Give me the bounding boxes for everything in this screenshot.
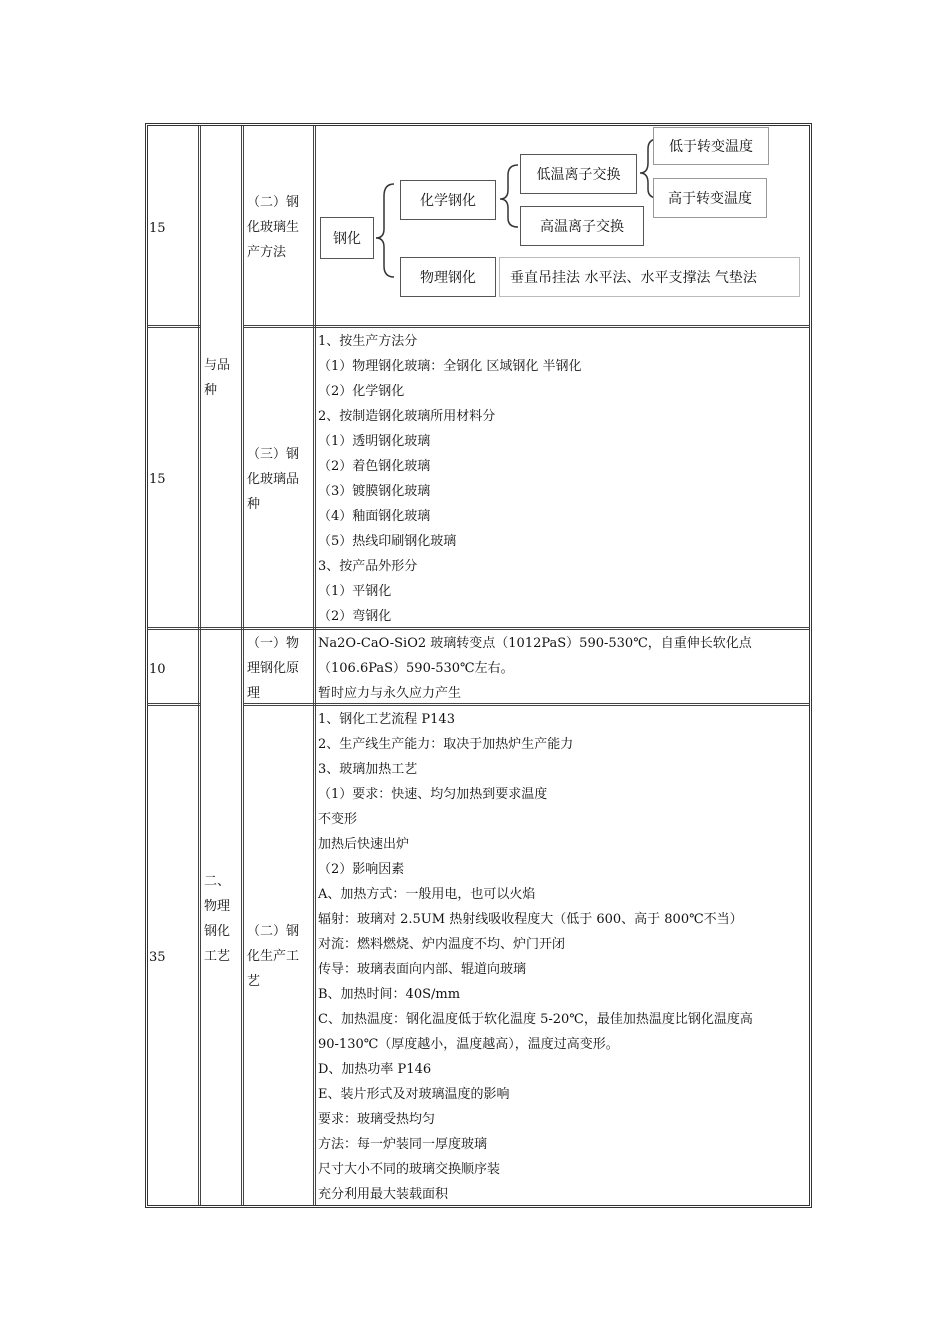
content-line: 辐射：玻璃对 2.5UM 热射线吸收程度大（低于 600、高于 800℃不当） xyxy=(318,912,743,927)
row-divider xyxy=(147,703,201,706)
content-line: （1）平钢化 xyxy=(318,584,392,599)
content-line: 充分利用最大装载面积 xyxy=(318,1187,449,1202)
content-line: D、加热功率 P146 xyxy=(318,1062,432,1077)
section-label: 与品 种 xyxy=(204,358,231,398)
content-line: A、加热方式：一般用电，也可以火焰 xyxy=(318,887,536,902)
content-line: 3、按产品外形分 xyxy=(318,559,418,574)
score-cell: 10 xyxy=(149,662,166,677)
diagram-node-chemical: 化学钢化 xyxy=(400,180,496,220)
content-line: B、加热时间：40S/mm xyxy=(318,987,461,1002)
content-line: （2）影响因素 xyxy=(318,862,405,877)
diagram-node-high-temp: 高温离子交换 xyxy=(520,206,644,246)
content-line: 2、生产线生产能力：取决于加热炉生产能力 xyxy=(318,737,574,752)
content-line: 尺寸大小不同的玻璃交换顺序装 xyxy=(318,1162,501,1177)
content-line: 90-130℃（厚度越小，温度越高），温度过高变形。 xyxy=(318,1037,619,1052)
content-line: 1、按生产方法分 xyxy=(318,334,418,349)
content-line: 加热后快速出炉 xyxy=(318,837,410,852)
content-line: 要求：玻璃受热均匀 xyxy=(318,1112,436,1127)
content-line: （2）着色钢化玻璃 xyxy=(318,459,431,474)
diagram-node-physical: 物理钢化 xyxy=(400,257,496,297)
content-line: 方法：每一炉装同一厚度玻璃 xyxy=(318,1137,488,1152)
content-block xyxy=(318,631,752,706)
content-block xyxy=(318,707,753,1207)
subsection-label: （二）钢 化玻璃生 产方法 xyxy=(247,195,300,260)
content-line: 对流：燃料燃烧、炉内温度不均、炉门开闭 xyxy=(318,937,566,952)
diagram-node-physical-methods: 垂直吊挂法 水平法、水平支撑法 气垫法 xyxy=(499,257,800,297)
content-line: （1）物理钢化玻璃：全钢化 区域钢化 半钢化 xyxy=(318,359,582,374)
subsection-label: （二）钢 化生产工 艺 xyxy=(247,924,300,989)
diagram-node-root: 钢化 xyxy=(320,217,374,259)
content-line: （106.6PaS）590-530℃左右。 xyxy=(318,661,514,676)
content-line: 3、玻璃加热工艺 xyxy=(318,762,418,777)
content-line: （2）弯钢化 xyxy=(318,609,392,624)
content-line: （5）热线印刷钢化玻璃 xyxy=(318,534,457,549)
diagram-node-below-transition: 低于转变温度 xyxy=(653,127,769,165)
section-label: 二、 物理 钢化 工艺 xyxy=(204,874,231,964)
content-line: （3）镀膜钢化玻璃 xyxy=(318,484,431,499)
content-line: 传导：玻璃表面向内部、辊道向玻璃 xyxy=(318,962,527,977)
score-cell: 35 xyxy=(149,950,166,965)
content-line: 不变形 xyxy=(318,812,358,827)
subsection-label: （三）钢 化玻璃品 种 xyxy=(247,447,300,512)
content-line: （1）要求：快速、均匀加热到要求温度 xyxy=(318,787,548,802)
content-line: C、加热温度：钢化温度低于软化温度 5-20℃，最佳加热温度比钢化温度高 xyxy=(318,1012,753,1027)
content-line: 1、钢化工艺流程 P143 xyxy=(318,712,455,727)
content-line: （4）釉面钢化玻璃 xyxy=(318,509,431,524)
diagram-node-above-transition: 高于转变温度 xyxy=(653,178,767,218)
score-cell: 15 xyxy=(149,472,166,487)
score-cell: 15 xyxy=(149,221,166,236)
diagram-node-low-temp: 低温离子交换 xyxy=(520,154,637,194)
content-line: （1）透明钢化玻璃 xyxy=(318,434,431,449)
content-block xyxy=(318,329,582,629)
subsection-label: （一）物 理钢化原 理 xyxy=(247,636,300,701)
content-line: （2）化学钢化 xyxy=(318,384,405,399)
content-line: Na2O-CaO-SiO2 玻璃转变点（1012PaS）590-530℃，自重伸长软化点 xyxy=(318,636,752,651)
content-line: 2、按制造钢化玻璃所用材料分 xyxy=(318,409,496,424)
content-line: E、装片形式及对玻璃温度的影响 xyxy=(318,1087,510,1102)
content-line: 暂时应力与永久应力产生 xyxy=(318,686,462,701)
